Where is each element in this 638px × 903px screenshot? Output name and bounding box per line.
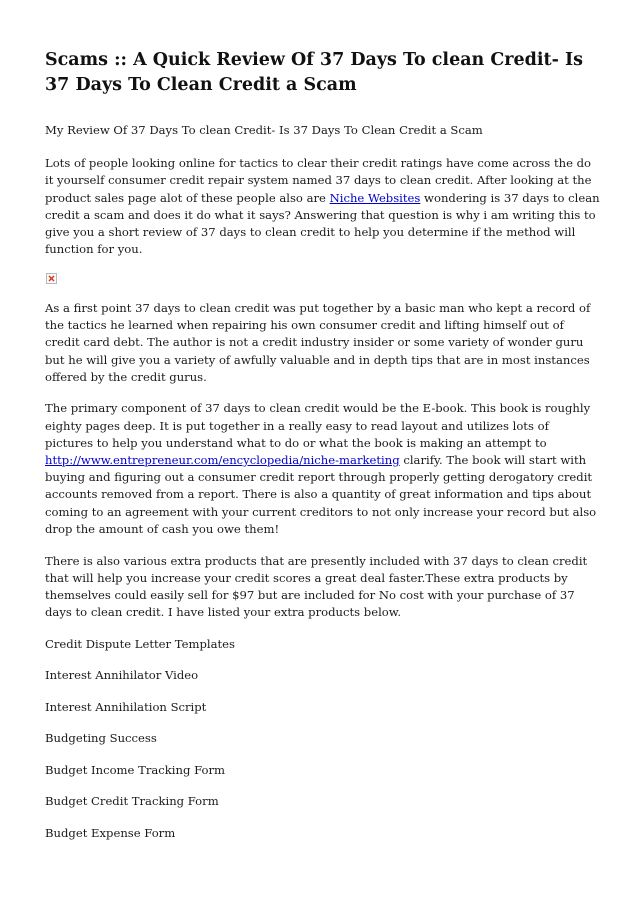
page-title: Scams :: A Quick Review Of 37 Days To clean Credit- Is 37 Days To Clean Credit a Scam (45, 50, 584, 95)
intro-text-start: Lots of people looking online for tactics to clear their credit ratings have come across the do it yourself consumer credit repair system named 37 days to clean credit. After looking at the product sales page alot of these people also are (45, 156, 592, 205)
intro-paragraph (45, 155, 600, 258)
ebook-paragraph (45, 400, 600, 538)
broken-image-icon (46, 273, 57, 284)
product-item: Credit Dispute Letter Templates (45, 636, 235, 651)
product-item: Interest Annihilator Video (45, 668, 199, 683)
document-page (45, 48, 600, 856)
ebook-text-start: The primary component of 37 days to clean credit would be the E-book. This book is roughly eighty pages deep. It is put together in a really easy to read layout and utilizes lots of pictures to help you understand what to do or what the book is making an attempt to (45, 401, 591, 450)
niche-websites-link[interactable]: Niche Websites (329, 190, 421, 205)
author-paragraph: As a first point 37 days to clean credit was put together by a basic man who kept a record of the tactics he learned when repairing his own consumer credit and lifting himself out of credit card debt. The author is not a credit industry insider or some variety of wonder guru but he will give you a variety of awfully valuable and in depth tips that are in most instances offered by the credit gurus. (45, 300, 591, 384)
product-item: Budgeting Success (45, 731, 157, 746)
product-item: Budget Income Tracking Form (45, 762, 226, 777)
entrepreneur-link[interactable]: http://www.entrepreneur.com/encyclopedia/niche-marketing (45, 453, 400, 468)
intro-text-end: wondering is 37 days to clean credit a scam and does it do what it says? Answering that question is why i am writing this to give you a short review of 37 days to clean credit to help you determine if the method will function for you. (45, 190, 600, 257)
ebook-text-end: clarify. The book will start with buying and figuring out a consumer credit report through properly getting derogatory credit accounts removed from a report. There is also a quantity of great information and tips about coming to an agreement with your current creditors to not only increase your record but also drop the amount of cash you owe them! (45, 453, 597, 536)
review-subtitle: My Review Of 37 Days To clean Credit- Is 37 Days To Clean Credit a Scam (45, 123, 483, 137)
product-item: Interest Annihilation Script (45, 699, 207, 714)
product-item: Budget Credit Tracking Form (45, 794, 219, 809)
product-item: Budget Expense Form (45, 825, 176, 840)
extras-paragraph: There is also various extra products that are presently included with 37 days to clean credit that will help you increase your credit scores a great deal faster.These extra products by themselves could easily sell for $97 but are included for No cost with your purchase of 37 days to clean credit. I have listed your extra products below. (45, 553, 588, 620)
